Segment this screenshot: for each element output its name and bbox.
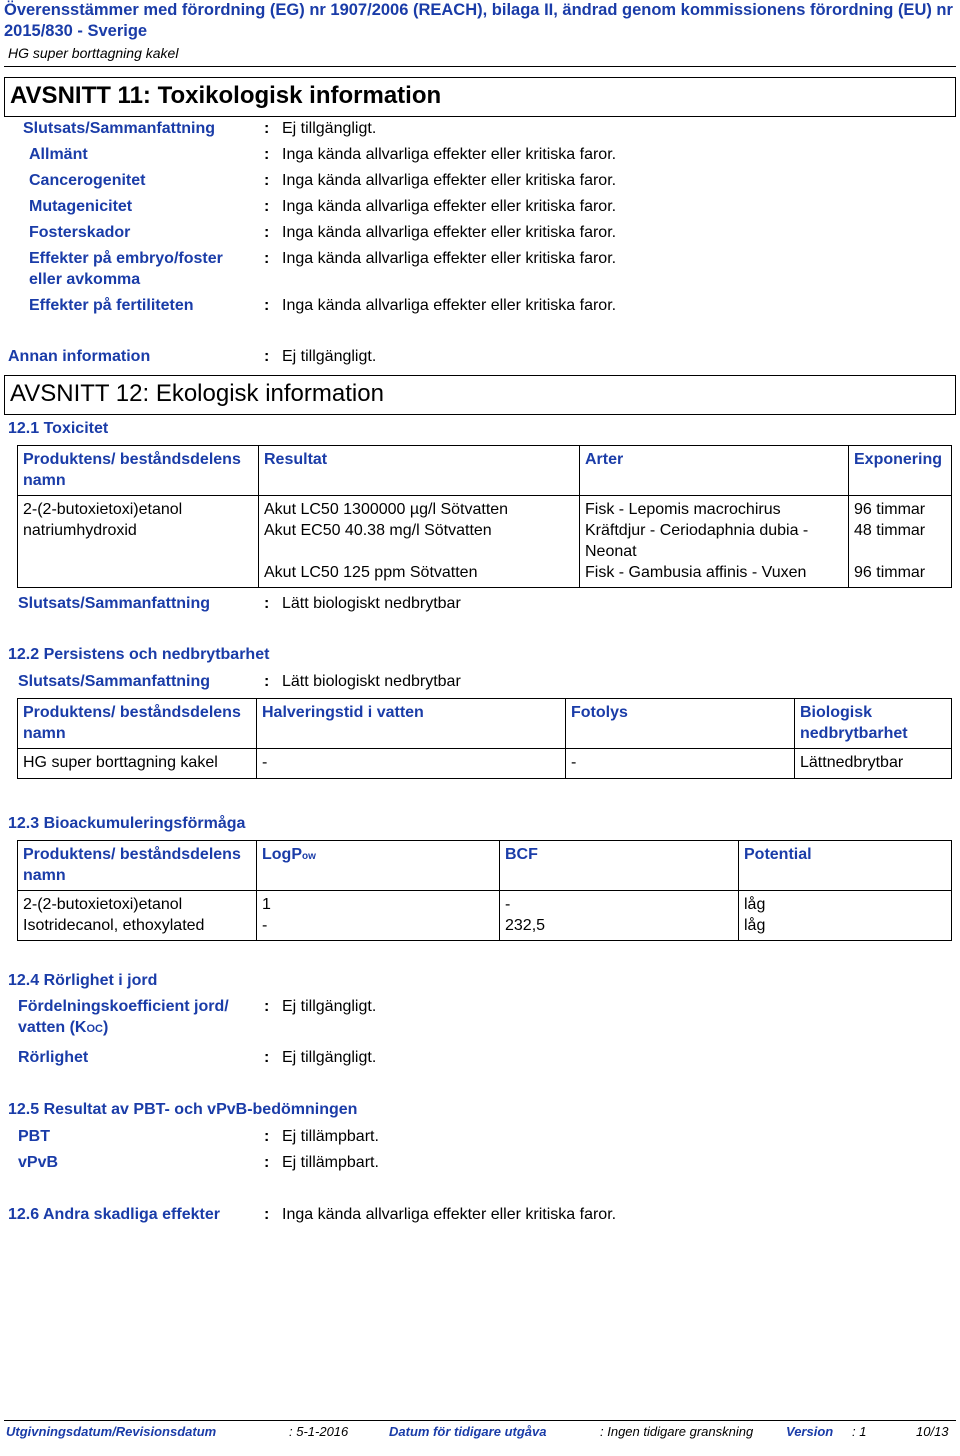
col-header-result: Resultat	[259, 446, 580, 496]
mobility-label: Rörlighet	[18, 1049, 89, 1066]
vpvb-label: vPvB	[18, 1154, 59, 1171]
species-value: Neonat	[585, 543, 637, 560]
table-cell: HG super borttagning kakel	[18, 749, 257, 779]
bioaccumulation-heading: 12.3 Bioackumuleringsförmåga	[8, 815, 246, 832]
colon: :	[264, 1154, 270, 1171]
s11-value-developmental: Inga kända allvarliga effekter eller kritiska faror.	[282, 250, 617, 267]
colon: :	[264, 348, 270, 365]
koc-label-cont: vatten (KOC)	[18, 1019, 109, 1036]
colon: :	[264, 172, 270, 189]
pbt-heading: 12.5 Resultat av PBT- och vPvB-bedömningen	[8, 1101, 358, 1118]
s11-label-developmental-cont: eller avkomma	[29, 271, 141, 288]
persistence-summary-label: Slutsats/Sammanfattning	[18, 673, 211, 690]
substance-name: 2-(2-butoxietoxi)etanol	[23, 896, 183, 913]
logp-value: 1	[262, 896, 271, 913]
result-value: Akut LC50 125 ppm Sötvatten	[264, 564, 478, 581]
mobility-heading: 12.4 Rörlighet i jord	[8, 972, 158, 989]
s11-label-mutagenicity: Mutagenicitet	[29, 198, 133, 215]
footer	[6, 1424, 956, 1444]
version-label: Version	[786, 1424, 834, 1439]
product-name: HG super borttagning kakel	[8, 45, 179, 61]
col-header-species: Arter	[580, 446, 849, 496]
substance-name: 2-(2-butoxietoxi)etanol	[23, 501, 183, 518]
previous-date-value: : Ingen tidigare granskning	[600, 1424, 754, 1439]
exposure-value: 96 timmar	[854, 501, 926, 518]
s11-label-carcinogenicity: Cancerogenitet	[29, 172, 146, 189]
toxicity-exposure-cell	[849, 496, 952, 588]
colon: :	[264, 595, 270, 612]
colon: :	[264, 224, 270, 241]
species-value: Kräftdjur - Ceriodaphnia dubia -	[585, 522, 809, 539]
bioacc-potential-cell	[739, 891, 952, 941]
s11-value-other: Ej tillgängligt.	[282, 348, 377, 365]
exposure-value: 96 timmar	[854, 564, 926, 581]
other-effects-heading: 12.6 Andra skadliga effekter	[8, 1206, 220, 1223]
bioacc-names-cell	[18, 891, 257, 941]
potential-value: låg	[744, 896, 766, 913]
exposure-value: 48 timmar	[854, 522, 926, 539]
col-header-exposure: Exponering	[849, 446, 952, 496]
bcf-value: -	[505, 896, 511, 913]
substance-name: Isotridecanol, ethoxylated	[23, 917, 205, 934]
mobility-value: Ej tillgängligt.	[282, 1049, 377, 1066]
table-cell: Lättnedbrytbar	[795, 749, 952, 779]
s11-value-fertility: Inga kända allvarliga effekter eller kritiska faror.	[282, 297, 617, 314]
persistence-table	[17, 698, 952, 779]
s11-value-mutagenicity: Inga kända allvarliga effekter eller kritiska faror.	[282, 198, 617, 215]
document-title: Överensstämmer med förordning (EG) nr 1907/2006 (REACH), bilaga II, ändrad genom kommissionens förordning (EU) nr 2015/830 - Sverige	[4, 1, 953, 40]
col-header-half-life: Halveringstid i vatten	[257, 699, 566, 749]
vpvb-value: Ej tillämpbart.	[282, 1154, 379, 1171]
bioaccumulation-table	[17, 840, 952, 941]
koc-value: Ej tillgängligt.	[282, 998, 377, 1015]
s11-label-other: Annan information	[8, 348, 151, 365]
col-header-logpow	[257, 841, 500, 891]
bcf-value: 232,5	[505, 917, 546, 934]
pbt-value: Ej tillämpbart.	[282, 1128, 379, 1145]
s11-label-teratogenicity: Fosterskador	[29, 224, 131, 241]
result-value: Akut LC50 1300000 µg/l Sötvatten	[264, 501, 509, 518]
col-header-potential: Potential	[739, 841, 952, 891]
s11-value-summary: Ej tillgängligt.	[282, 120, 377, 137]
toxicity-results-cell	[259, 496, 580, 588]
issue-date-value: : 5-1-2016	[289, 1424, 349, 1439]
colon: :	[264, 1049, 270, 1066]
colon: :	[264, 998, 270, 1015]
species-value: Fisk - Lepomis macrochirus	[585, 501, 781, 518]
potential-value: låg	[744, 917, 766, 934]
col-header-product: Produktens/ beståndsdelens namn	[18, 446, 259, 496]
previous-date-label: Datum för tidigare utgåva	[389, 1424, 547, 1439]
result-value: Akut EC50 40.38 mg/l Sötvatten	[264, 522, 492, 539]
colon: :	[264, 198, 270, 215]
bioacc-bcf-cell	[500, 891, 739, 941]
persistence-summary-value: Lätt biologiskt nedbrytbar	[282, 673, 461, 690]
col-header-product: Produktens/ beståndsdelens namn	[18, 699, 257, 749]
issue-date-label: Utgivningsdatum/Revisionsdatum	[6, 1424, 217, 1439]
header-divider	[4, 66, 956, 67]
col-header-photolysis: Fotolys	[566, 699, 795, 749]
species-value: Fisk - Gambusia affinis - Vuxen	[585, 564, 807, 581]
section-11-title: AVSNITT 11: Toxikologisk information	[4, 77, 956, 117]
logp-label: LogP	[262, 846, 302, 863]
s11-label-fertility: Effekter på fertiliteten	[29, 297, 194, 314]
table-cell: -	[257, 749, 566, 779]
col-header-product: Produktens/ beståndsdelens namn	[18, 841, 257, 891]
substance-name: natriumhydroxid	[23, 522, 137, 539]
colon: :	[264, 120, 270, 137]
col-header-biodegradability: Biologisk nedbrytbarhet	[795, 699, 952, 749]
colon: :	[264, 1206, 270, 1223]
pbt-label: PBT	[18, 1128, 50, 1145]
s11-label-general: Allmänt	[29, 146, 88, 163]
persistence-heading: 12.2 Persistens och nedbrytbarhet	[8, 646, 270, 663]
version-value: : 1	[852, 1424, 867, 1439]
s11-value-general: Inga kända allvarliga effekter eller kritiska faror.	[282, 146, 617, 163]
logp-value: -	[262, 917, 268, 934]
s11-label-summary: Slutsats/Sammanfattning	[23, 120, 216, 137]
toxicity-table	[17, 445, 952, 588]
table-cell: -	[566, 749, 795, 779]
colon: :	[264, 673, 270, 690]
koc-label: Fördelningskoefficient jord/	[18, 998, 229, 1015]
s11-label-developmental: Effekter på embryo/foster	[29, 250, 223, 267]
footer-divider	[4, 1420, 956, 1421]
toxicity-species-cell	[580, 496, 849, 588]
toxicity-names-cell	[18, 496, 259, 588]
col-header-bcf: BCF	[500, 841, 739, 891]
s11-value-teratogenicity: Inga kända allvarliga effekter eller kritiska faror.	[282, 224, 617, 241]
other-effects-value: Inga kända allvarliga effekter eller kritiska faror.	[282, 1206, 617, 1223]
s11-value-carcinogenicity: Inga kända allvarliga effekter eller kritiska faror.	[282, 172, 617, 189]
toxicity-summary-value: Lätt biologiskt nedbrytbar	[282, 595, 461, 612]
logp-subscript: ow	[302, 851, 316, 862]
toxicity-summary-label: Slutsats/Sammanfattning	[18, 595, 211, 612]
page-number: 10/13	[916, 1424, 949, 1439]
bioacc-logp-cell	[257, 891, 500, 941]
colon: :	[264, 250, 270, 267]
colon: :	[264, 297, 270, 314]
toxicity-heading: 12.1 Toxicitet	[8, 420, 109, 437]
section-12-title: AVSNITT 12: Ekologisk information	[4, 375, 956, 415]
colon: :	[264, 1128, 270, 1145]
colon: :	[264, 146, 270, 163]
